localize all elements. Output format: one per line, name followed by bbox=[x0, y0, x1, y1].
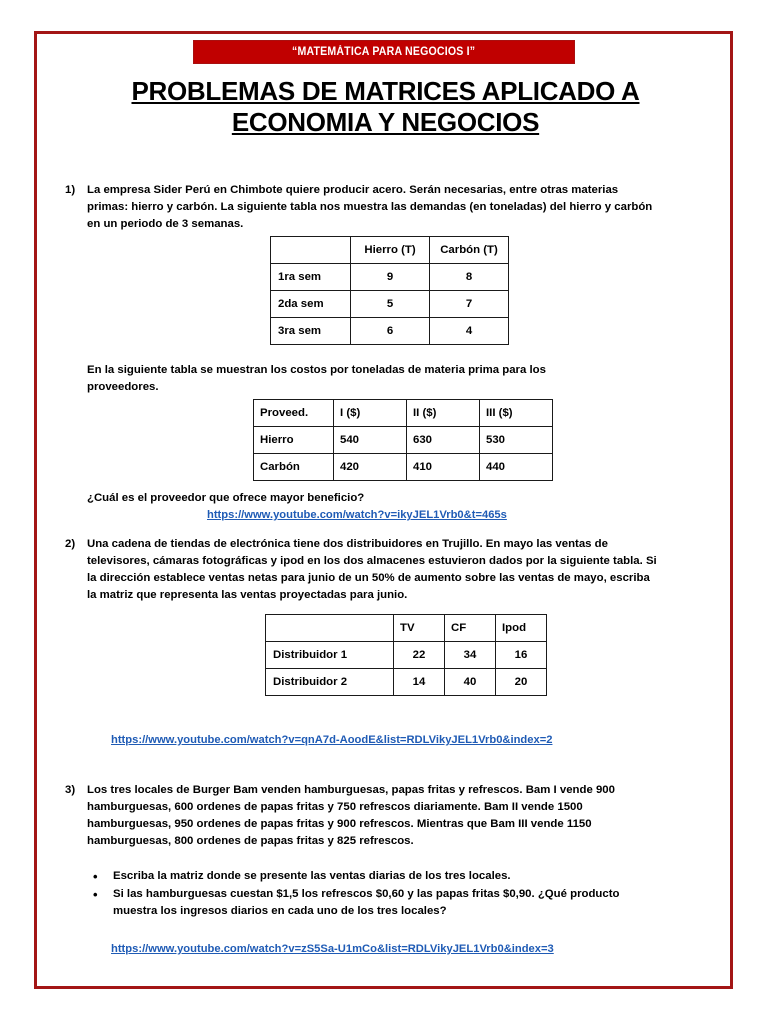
table-demands-col-1: Hierro (T) bbox=[351, 237, 430, 264]
problem-3-statement: Los tres locales de Burger Bam venden hamburguesas, papas fritas y refrescos. Bam I vende 900 hamburguesas, 600 ordenes de papas fritas y 750 refrescos diariamente. Bam II vende 1500 hamburguesas, 950 ordenes de papas fritas y 900 refrescos. Mientras que Bam III vende 1150 hamburguesas, 800 ordenes de papas fritas y 825 refrescos. bbox=[87, 784, 615, 847]
table-sales-cell-r2c3: 20 bbox=[496, 669, 547, 696]
table-sales-corner bbox=[266, 615, 394, 642]
table-sales-row-2-label: Distribuidor 2 bbox=[266, 669, 394, 696]
table-costs-cell-r1c1: 540 bbox=[334, 427, 407, 454]
problem-1-statement: La empresa Sider Perú en Chimbote quiere producir acero. Serán necesarias, entre otras materias primas: hierro y carbón. La siguiente tabla nos muestra las demandas (en toneladas) del hierro y carbón en un periodo de 3 semanas. bbox=[87, 184, 653, 230]
table-costs bbox=[253, 399, 553, 481]
table-costs-cell-r2c1: 420 bbox=[334, 454, 407, 481]
page-title bbox=[67, 76, 704, 137]
page-title-line-1: PROBLEMAS DE MATRICES APLICADO A bbox=[131, 76, 640, 106]
table-sales-cell-r1c3: 16 bbox=[496, 642, 547, 669]
table-costs-cell-r2c3: 440 bbox=[480, 454, 553, 481]
problem-2-statement: Una cadena de tiendas de electrónica tiene dos distribuidores en Trujillo. En mayo las ventas de televisores, cámaras fotográficas y ipod en los dos almacenes estuvieron dados por la siguiente tabla. Si la dirección establece ventas netas para junio de un 50% de aumento sobre las ventas de mayo, escriba la matriz que representa las ventas proyectadas para junio. bbox=[87, 538, 657, 601]
problem-3-number: 3) bbox=[65, 784, 76, 796]
table-sales-cell-r2c2: 40 bbox=[445, 669, 496, 696]
document-border-frame bbox=[34, 31, 733, 989]
table-demands-cell-r1c2: 8 bbox=[430, 264, 509, 291]
table-sales-col-2: CF bbox=[445, 615, 496, 642]
table-costs-row-2-label: Carbón bbox=[254, 454, 334, 481]
table-row bbox=[266, 669, 547, 696]
table-sales-cell-r1c1: 22 bbox=[394, 642, 445, 669]
table-sales-cell-r1c2: 34 bbox=[445, 642, 496, 669]
table-row bbox=[271, 291, 509, 318]
table-demands-cell-r2c1: 5 bbox=[351, 291, 430, 318]
table-demands-row-1-label: 1ra sem bbox=[271, 264, 351, 291]
table-demands-col-2: Carbón (T) bbox=[430, 237, 509, 264]
table-demands-row-2-label: 2da sem bbox=[271, 291, 351, 318]
table-sales-row-1-label: Distribuidor 1 bbox=[266, 642, 394, 669]
table-costs-col-3: III ($) bbox=[480, 400, 553, 427]
table-sales-col-3: Ipod bbox=[496, 615, 547, 642]
table-row bbox=[266, 642, 547, 669]
problem-1-video-link[interactable]: https://www.youtube.com/watch?v=ikyJEL1Vrb0&t=465s bbox=[207, 509, 507, 521]
table-costs-col-2: II ($) bbox=[407, 400, 480, 427]
table-costs-col-1: I ($) bbox=[334, 400, 407, 427]
problem-1-question: ¿Cuál es el proveedor que ofrece mayor beneficio? bbox=[87, 492, 365, 504]
table-sales-cell-r2c1: 14 bbox=[394, 669, 445, 696]
problem-2-video-link[interactable]: https://www.youtube.com/watch?v=qnA7d-AoodE&list=RDLVikyJEL1Vrb0&index=2 bbox=[111, 734, 553, 746]
table-sales-col-1: TV bbox=[394, 615, 445, 642]
table-row bbox=[254, 427, 553, 454]
page-title-line-2: ECONOMIA Y NEGOCIOS bbox=[231, 106, 540, 137]
table-costs-corner: Proveed. bbox=[254, 400, 334, 427]
table-demands bbox=[270, 236, 509, 345]
table-row bbox=[254, 454, 553, 481]
problem-2 bbox=[65, 536, 660, 604]
table-costs-cell-r1c3: 530 bbox=[480, 427, 553, 454]
course-banner-label: “MATEMÁTICA PARA NEGOCIOS I” bbox=[292, 46, 476, 58]
course-banner bbox=[193, 40, 575, 64]
table-costs-row-1-label: Hierro bbox=[254, 427, 334, 454]
table-demands-cell-r3c1: 6 bbox=[351, 318, 430, 345]
problem-2-number: 2) bbox=[65, 538, 76, 550]
table-demands-cell-r2c2: 7 bbox=[430, 291, 509, 318]
table-sales bbox=[265, 614, 547, 696]
table-costs-cell-r2c2: 410 bbox=[407, 454, 480, 481]
table-demands-corner bbox=[271, 237, 351, 264]
list-item: • Si las hamburguesas cuestan $1,5 los refrescos $0,60 y las papas fritas $0,90. ¿Qué producto muestra los ingresos diarios en cada uno de los tres locales? bbox=[87, 886, 647, 920]
table-row bbox=[271, 264, 509, 291]
table-demands-cell-r3c2: 4 bbox=[430, 318, 509, 345]
problem-1-number: 1) bbox=[65, 184, 76, 196]
document-content bbox=[37, 146, 730, 986]
table-row bbox=[254, 400, 553, 427]
table-costs-cell-r1c2: 630 bbox=[407, 427, 480, 454]
table-row bbox=[271, 318, 509, 345]
problem-3-video-link[interactable]: https://www.youtube.com/watch?v=zS5Sa-U1mCo&list=RDLVikyJEL1Vrb0&index=3 bbox=[111, 943, 554, 955]
table-demands-cell-r1c1: 9 bbox=[351, 264, 430, 291]
table-row bbox=[271, 237, 509, 264]
table-demands-row-3-label: 3ra sem bbox=[271, 318, 351, 345]
problem-3-bullet-list bbox=[87, 868, 647, 921]
problem-3 bbox=[65, 782, 660, 850]
problem-1 bbox=[65, 182, 660, 233]
table-row bbox=[266, 615, 547, 642]
problem-1-paragraph-2: En la siguiente tabla se muestran los costos por toneladas de materia prima para los proveedores. bbox=[87, 364, 546, 394]
list-item: • Escriba la matriz donde se presente las ventas diarias de los tres locales. bbox=[87, 868, 647, 885]
